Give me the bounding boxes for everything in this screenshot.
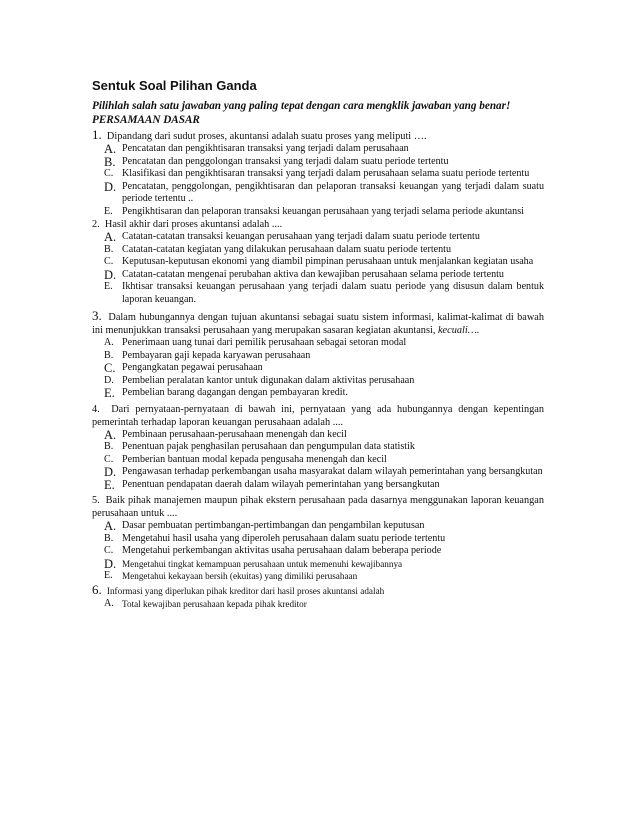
option-e[interactable]: E. Ikhtisar transaksi keuangan perusahaan yang terjadi dalam suatu periode yang disusun dalam bentuk laporan keuangan. [104,281,544,305]
section-heading: PERSAMAAN DASAR [92,114,200,126]
option-a[interactable]: A. Total kewajiban perusahaan kepada pihak kreditor [104,597,307,609]
option-e[interactable]: E. Pembelian barang dagangan dengan pembayaran kredit. [104,386,348,400]
option-b[interactable]: B. Catatan-catatan kegiatan yang dilakukan perusahaan dalam suatu periode tertentu [104,243,452,255]
question-number: 4. [92,403,100,415]
option-d[interactable]: D. Pengawasan terhadap perkembangan usaha masyarakat dalam wilayah pemerintahan yang bersangkutan [104,465,543,479]
question-text: Dari pernyataan-pernyataan di bawah ini, pernyataan yang ada hubungannya dengan kepentingan pemerintah terhadap laporan keuangan perusahaan adalah .... [92,403,544,428]
option-a[interactable]: A. Catatan-catatan transaksi keuangan perusahaan yang terjadi dalam suatu periode tertentu [104,230,480,244]
question-number: 6. [92,581,102,597]
question-1 [92,128,544,218]
option-b[interactable]: B. Pembayaran gaji kepada karyawan perusahaan [104,349,311,361]
instruction-text: Pilihlah salah satu jawaban yang paling tepat dengan cara mengklik jawaban yang benar! [92,100,511,112]
question-5 [92,494,544,583]
question-number: 3. [92,308,102,323]
question-4 [92,403,544,492]
question-number: 2. [92,219,100,230]
question-text: Hasil akhir dari proses akuntansi adalah .... [104,219,283,230]
option-a[interactable]: A. Penerimaan uang tunai dari pemilik perusahaan sebagai setoran modal [104,337,407,348]
question-text: Dipandang dari sudut proses, akuntansi adalah suatu proses yang meliputi …. [106,131,427,142]
option-e[interactable]: E. Pengikhtisaran dan pelaporan transaksi keuangan perusahaan yang terjadi selama periode akuntansi [104,205,524,217]
option-e[interactable]: E. Mengetahui kekayaan bersih (ekuitas) yang dimiliki perusahaan [104,570,358,581]
option-d[interactable]: D. Pencatatan, penggolongan, pengikhtisaran dan pelaporan transaksi keuangan yang terjadi dalam suatu periode tertentu .. [104,179,544,204]
question-number: 5. [92,495,100,506]
option-a[interactable]: A. Pembinaan perusahaan-perusahaan menengah dan kecil [104,427,347,442]
question-number: 1. [92,127,102,142]
document-page [92,78,544,610]
option-a[interactable]: A. Dasar pembuatan pertimbangan-pertimbangan dan pengambilan keputusan [104,519,425,533]
option-e[interactable]: E. Penentuan pendapatan daerah dalam wilayah pemerintahan yang bersangkutan [104,477,440,492]
question-text: Baik pihak manajemen maupun pihak ekstern perusahaan pada dasarnya menggunakan laporan keuangan perusahaan untuk .... [92,495,544,519]
option-c[interactable]: C. Pemberian bantuan modal kepada pengusaha menengah dan kecil [104,453,387,465]
option-c[interactable]: C. Klasifikasi dan pengikhtisaran transaksi yang terjadi dalam perusahaan selama suatu periode tertentu [104,168,530,179]
question-3 [92,309,544,400]
option-b[interactable]: B. Mengetahui hasil usaha yang diperoleh perusahaan dalam suatu periode tertentu [104,532,446,544]
question-text: Informasi yang diperlukan pihak kreditor dari hasil proses akuntansi adalah [106,585,385,596]
option-c[interactable]: C. Pengangkatan pegawai perusahaan [104,361,263,375]
option-d[interactable]: D. Mengetahui tingkat kemampuan perusahaan untuk memenuhi kewajibannya [104,556,403,571]
document-title: Sentuk Soal Pilihan Ganda [92,78,257,93]
option-a[interactable]: A. Pencatatan dan pengikhtisaran transaksi yang terjadi dalam perusahaan [104,142,409,156]
option-c[interactable]: C. Keputusan-keputusan ekonomi yang diambil pimpinan perusahaan untuk menjalankan kegiatan usaha [104,256,534,267]
option-d[interactable]: D. Pembelian peralatan kantor untuk digunakan dalam aktivitas perusahaan [104,374,415,386]
option-b[interactable]: B. Pencatatan dan penggolongan transaksi yang terjadi dalam suatu periode tertentu [104,154,449,169]
option-c[interactable]: C. Mengetahui perkembangan aktivitas usaha perusahaan dalam beberapa periode [104,545,442,556]
question-6 [92,583,544,611]
question-2 [92,218,544,306]
option-d[interactable]: D. Catatan-catatan mengenai perubahan aktiva dan kewajiban perusahaan selama periode tertentu [104,267,504,282]
question-text: Dalam hubungannya dengan tujuan akuntansi sebagai suatu sistem informasi, kalimat-kalimat di bawah ini menunjukkan transaksi perusahaan yang merupakan sasaran kegiatan akuntansi, [92,312,544,336]
question-text-italic: kecuali…. [437,325,480,336]
option-b[interactable]: B. Penentuan pajak penghasilan perusahaan dan pengumpulan data statistik [104,441,415,452]
